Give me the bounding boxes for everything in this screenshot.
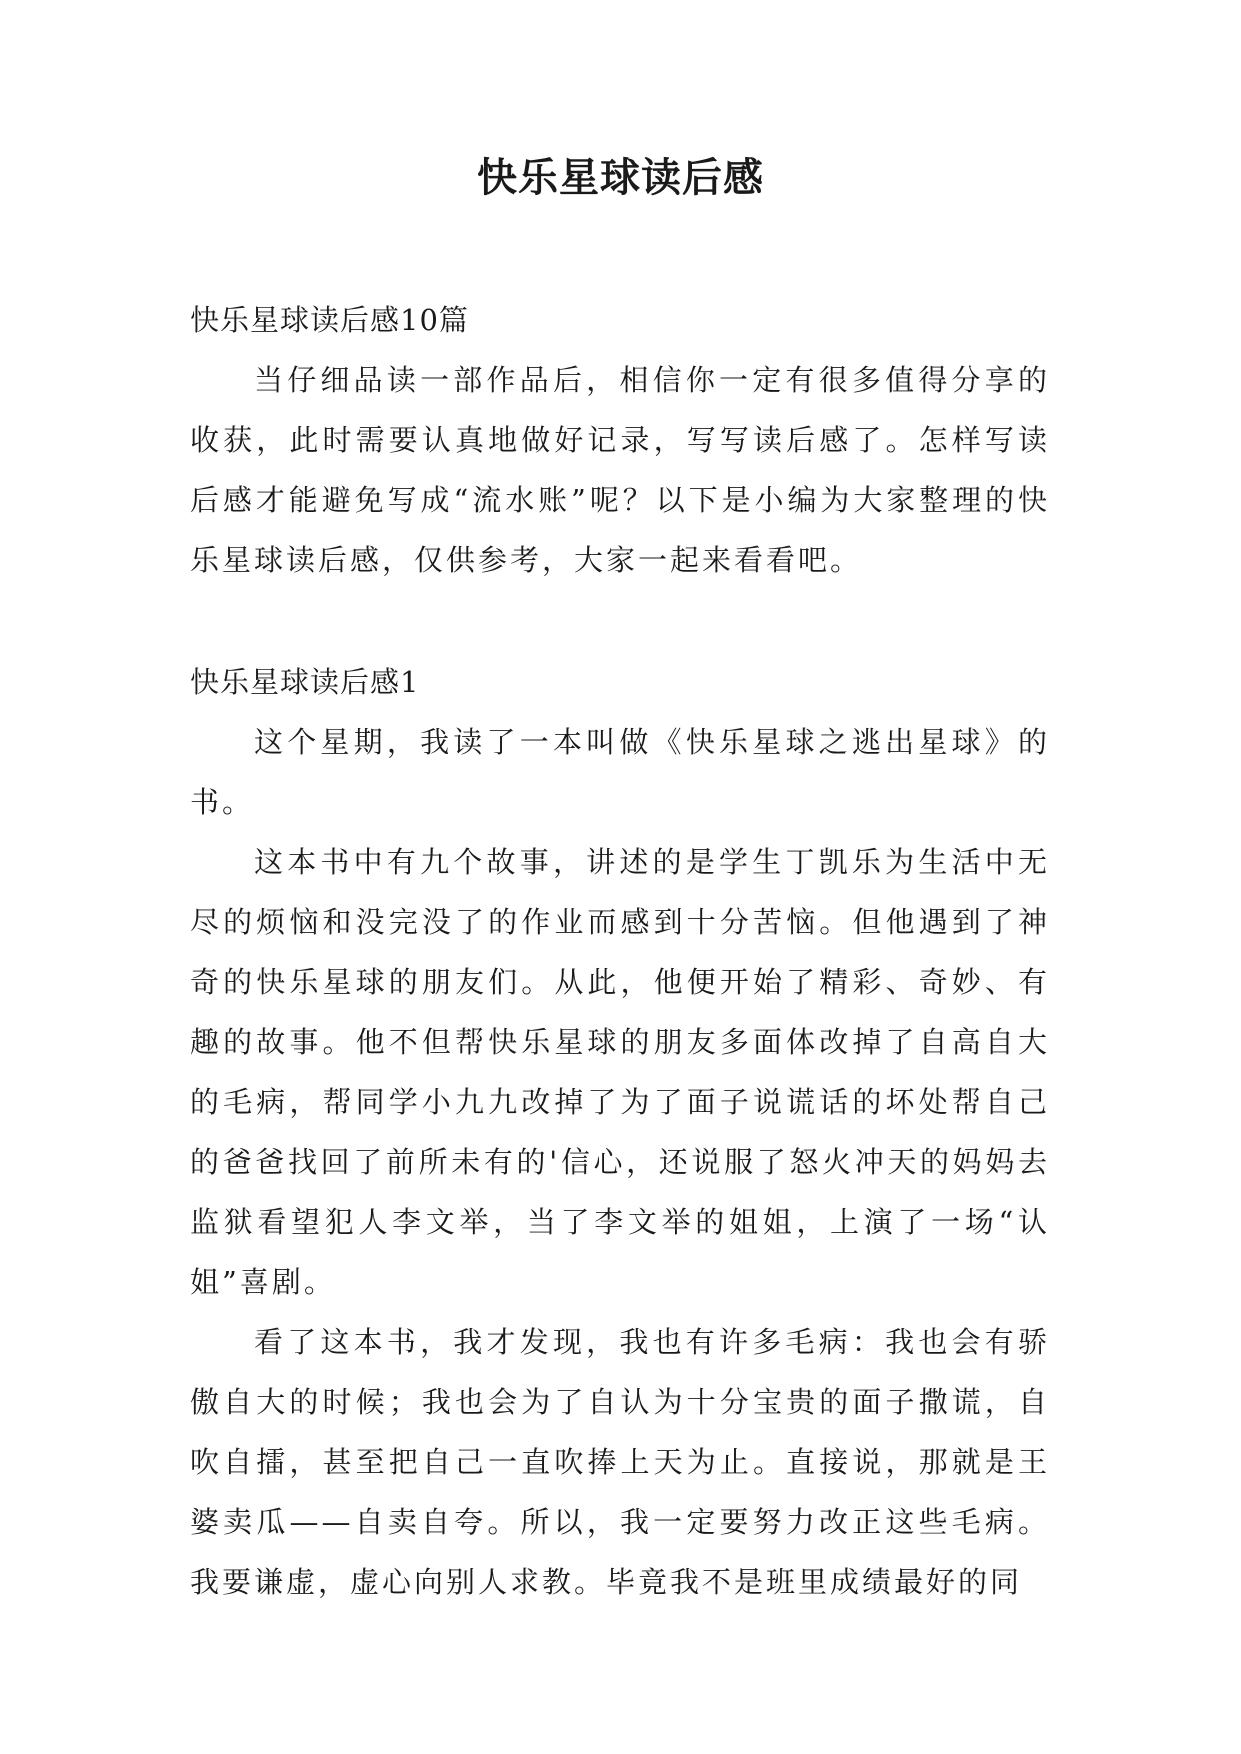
body-paragraph: 这本书中有九个故事，讲述的是学生丁凯乐为生活中无尽的烦恼和没完没了的作业而感到十分苦恼。但他遇到了神奇的快乐星球的朋友们。从此，他便开始了精彩、奇妙、有趣的故事。他不但帮快乐星球的朋友多面体改掉了自高自大的毛病，帮同学小九九改掉了为了面子说谎话的坏处帮自己的爸爸找回了前所未有的'信心，还说服了怒火冲天的妈妈去监狱看望犯人李文举，当了李文举的姐姐，上演了一场“认姐”喜剧。 bbox=[190, 845, 1050, 1299]
document-subtitle: 快乐星球读后感10篇 bbox=[190, 303, 469, 337]
body-paragraph: 看了这本书，我才发现，我也有许多毛病：我也会有骄傲自大的时候；我也会为了自认为十分宝贵的面子撒谎，自吹自擂，甚至把自己一直吹捧上天为止。直接说，那就是王婆卖瓜——自卖自夸。所以，我一定要努力改正这些毛病。我要谦虚，虚心向别人求教。毕竟我不是班里成绩最好的同 bbox=[190, 1325, 1050, 1599]
body-paragraph: 这个星期，我读了一本叫做《快乐星球之逃出星球》的书。 bbox=[190, 725, 1050, 819]
intro-paragraph: 当仔细品读一部作品后，相信你一定有很多值得分享的收获，此时需要认真地做好记录，写写读后感了。怎样写读后感才能避免写成“流水账”呢？以下是小编为大家整理的快乐星球读后感，仅供参考，大家一起来看看吧。 bbox=[190, 363, 1050, 577]
document-body bbox=[190, 290, 1050, 1612]
section-heading: 快乐星球读后感1 bbox=[190, 665, 420, 699]
page-title: 快乐星球读后感 bbox=[477, 154, 764, 201]
section-spacer bbox=[190, 590, 1050, 652]
